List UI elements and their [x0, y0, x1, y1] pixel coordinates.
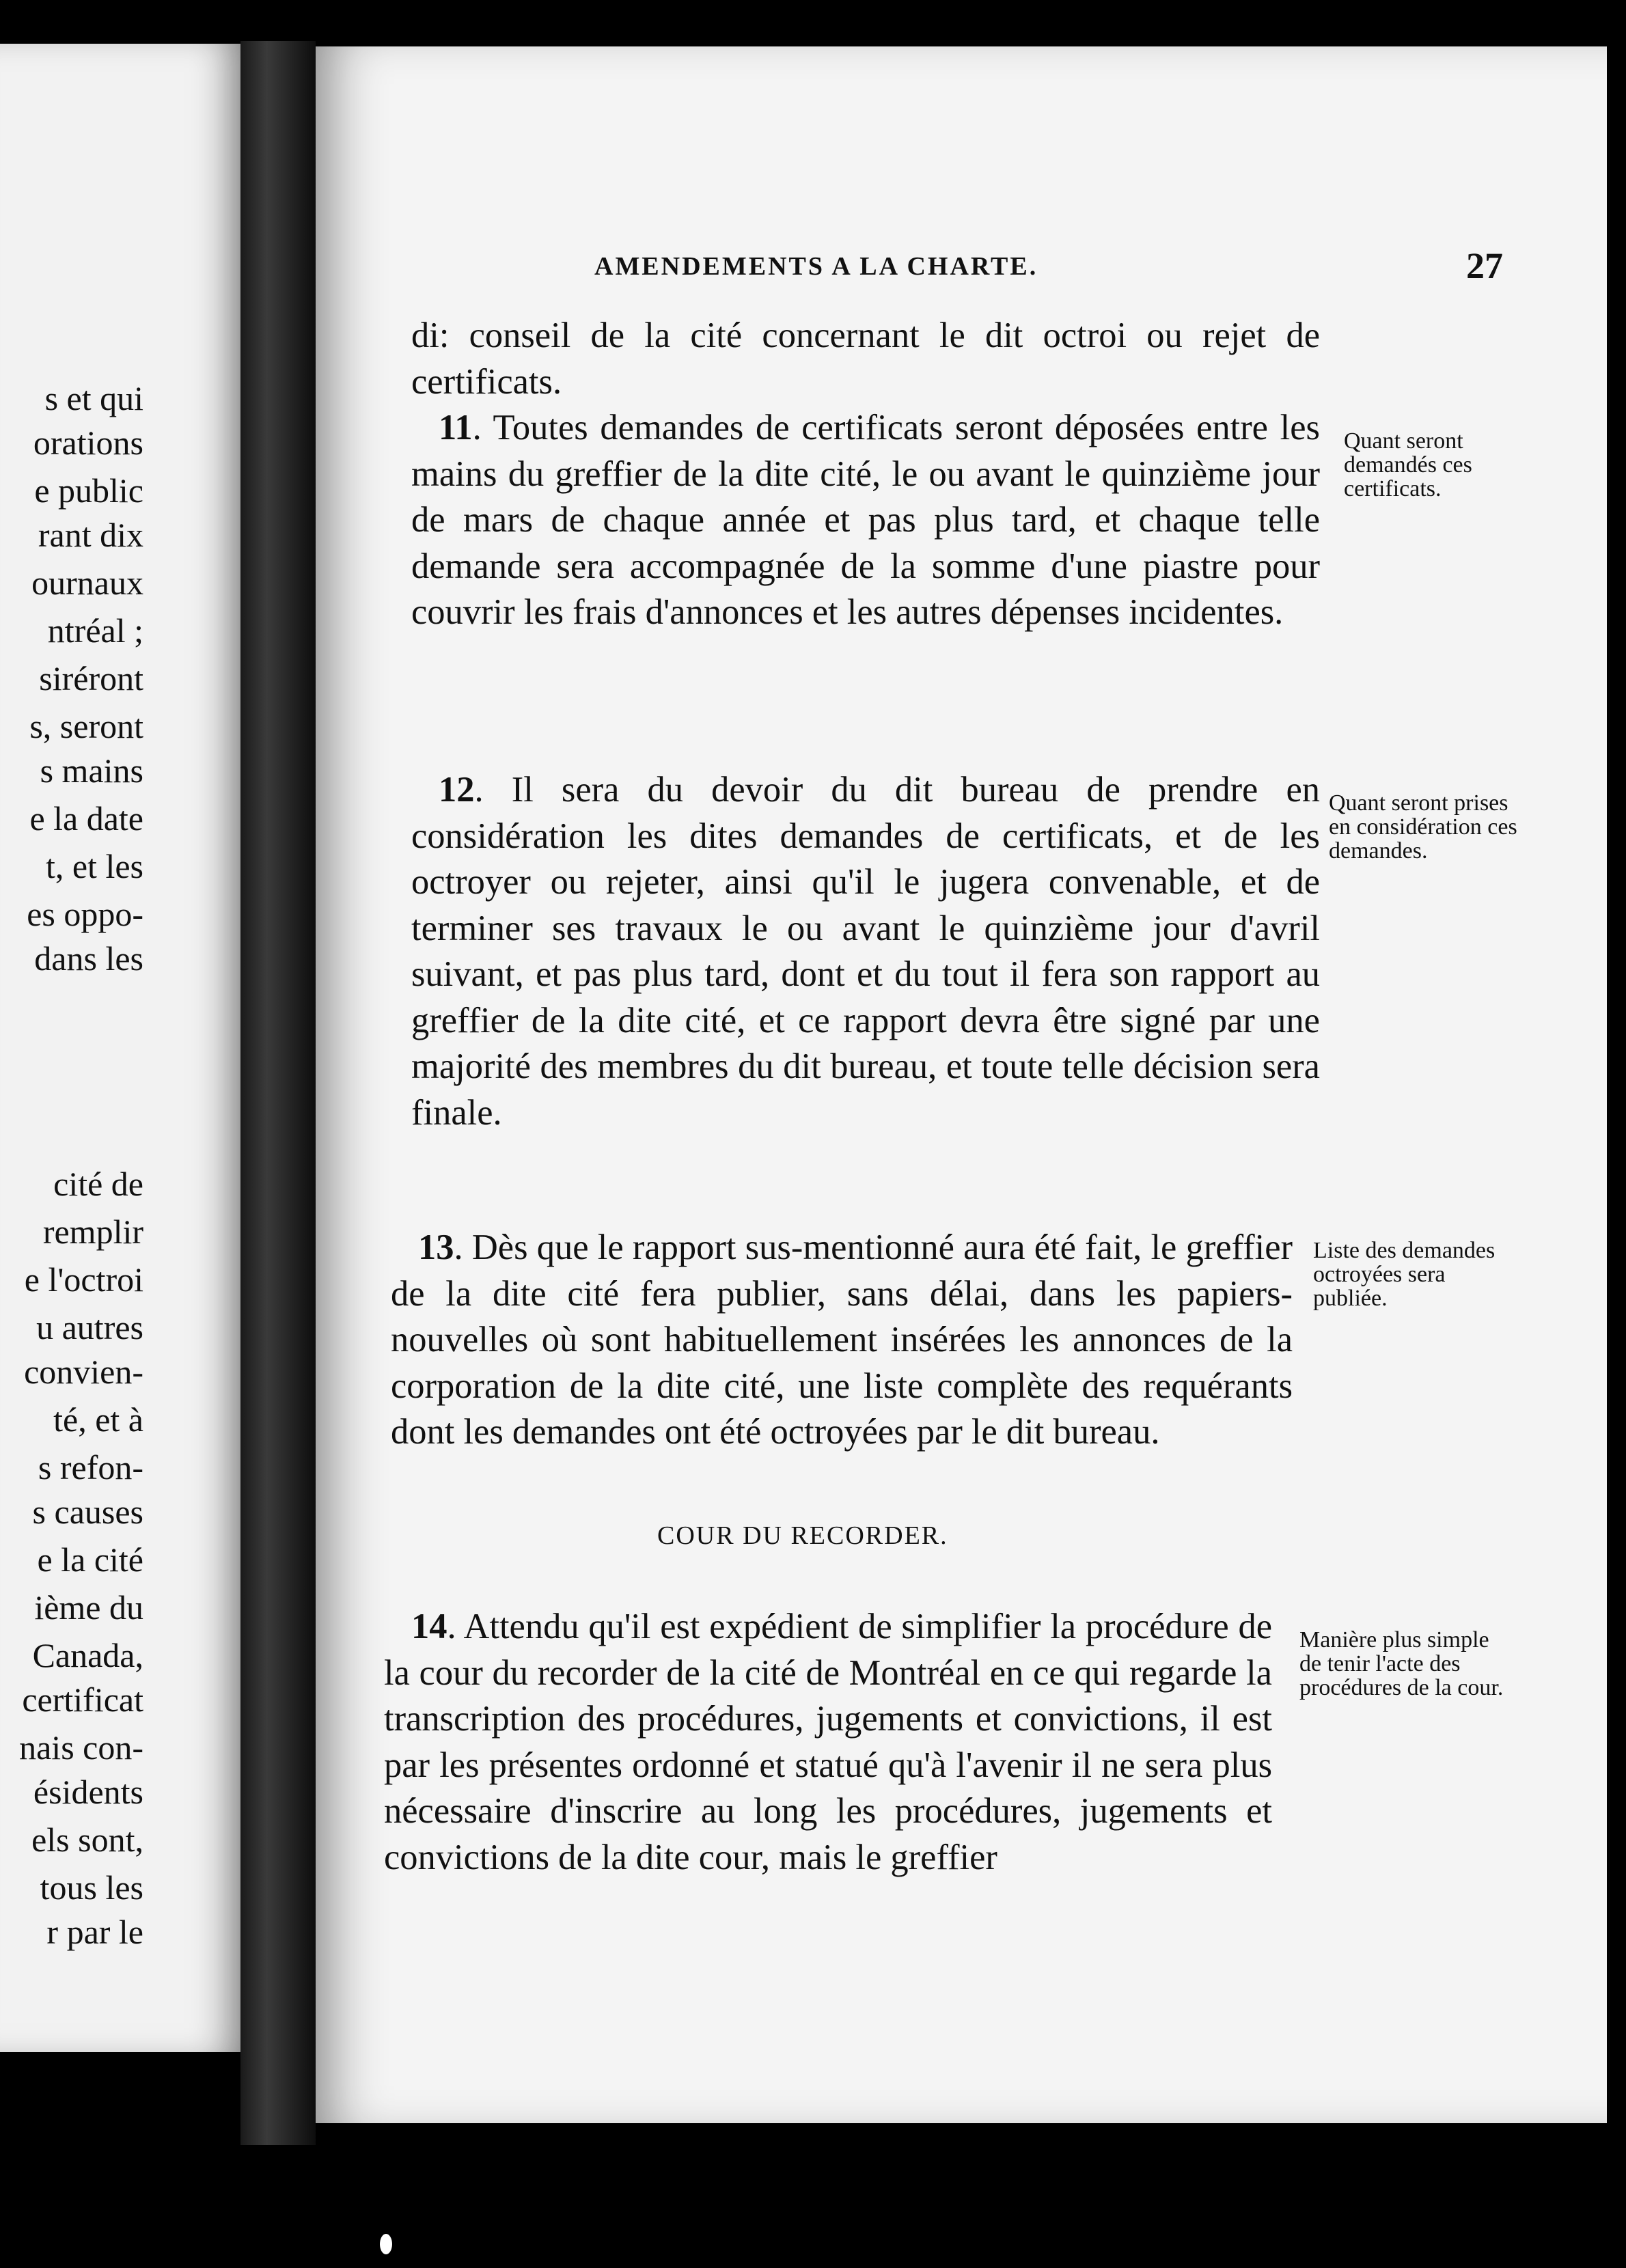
section-14: 14. Attendu qu'il est expédient de simplifier la procédure de la cour du recorder de la cité de Montréal en ce qui regarde la transcription des procédures, jugements et convictions, il est par les présentes ordonné et statué qu'à l'avenir il ne sera plus nécessaire d'inscrire au long les procédures, jugements et convictions de la dite cour, mais le greffier: [384, 1607, 1272, 1877]
left-page-line: s mains: [40, 751, 143, 790]
left-page-line: Canada,: [32, 1636, 143, 1674]
left-page-line: remplir: [42, 1213, 143, 1251]
book-gutter: [240, 41, 316, 2145]
left-page-line: té, et à: [53, 1400, 143, 1439]
left-page-line: e la date: [29, 799, 143, 838]
section-text: Attendu qu'il est expédient de simplifier la procédure de la cour du recorder de la cité de Montréal en ce qui regarde la transcription des procédures, jugements et convictions, il est par les présentes ordonné et statué qu'à l'avenir il ne sera plus nécessaire d'inscrire au long les procédures, jugements et convictions de la dite cour, mais le greffier: [384, 1607, 1272, 1877]
left-page-line: s refon-: [38, 1448, 143, 1486]
left-page-line: e l'octroi: [24, 1260, 143, 1299]
left-page-line: e public: [34, 471, 143, 510]
running-head: AMENDEMENTS A LA CHARTE.: [594, 252, 1038, 281]
section-11: 11. Toutes demandes de certificats seront déposées entre les mains du greffier de la dite cité, le ou avant le quinzième jour de mars de chaque année et pas plus tard, et chaque telle demande sera accompagnée de la somme d'une piastre pour couvrir les frais d'annonces et les autres dépenses incidentes.: [411, 408, 1320, 632]
left-page-line: orations: [33, 424, 143, 462]
scan-dust: [380, 2234, 392, 2254]
section-13: 13. Dès que le rapport sus-mentionné aura été fait, le greffier de la dite cité fera publier, sans délai, dans les papiers-nouvelles où sont habituellement insérées les annonces de la corporation de la dite cité, une liste complète des requérants dont les demandes ont été octroyées par le dit bureau.: [391, 1228, 1293, 1452]
section-number: 11: [439, 408, 473, 447]
section-12: 12. Il sera du devoir du dit bureau de prendre en considération les dites demandes de certificats, et de les octroyer ou rejeter, ainsi qu'il le jugera convenable, et de terminer ses travaux le ou avant le quinzième jour d'avril suivant, et pas plus tard, dont et du tout il fera son rapport au greffier de la dite cité, et ce rapport devra être signé par une majorité des membres du dit bureau, et toute telle décision sera finale.: [411, 770, 1320, 1133]
left-page-line: certificat: [22, 1681, 143, 1719]
section-number: 13: [418, 1228, 454, 1267]
section-number: 14: [411, 1607, 447, 1646]
left-page-line: ntréal ;: [47, 611, 143, 650]
section-text: Dès que le rapport sus-mentionné aura été fait, le greffier de la dite cité fera publier, sans délai, dans les papiers-nouvelles où sont habituellement insérées les annonces de la corporation de la dite cité, une liste complète des requérants dont les demandes ont été octroyées par le dit bureau.: [391, 1228, 1293, 1452]
left-page-line: rant dix: [38, 516, 143, 554]
left-page-line: u autres: [36, 1308, 143, 1346]
left-page-line: siréront: [39, 659, 143, 697]
section-heading: COUR DU RECORDER.: [657, 1521, 948, 1550]
page-number: 27: [1466, 245, 1503, 286]
left-page-line: s, seront: [29, 707, 143, 745]
left-page-line: s causes: [32, 1493, 143, 1531]
left-page-line: ournaux: [31, 564, 143, 602]
left-page-line: tous les: [40, 1868, 143, 1907]
left-page-line: ésidents: [33, 1773, 143, 1811]
section-text: Il sera du devoir du dit bureau de prendre en considération les dites demandes de certificats, et de les octroyer ou rejeter, ainsi qu'il le jugera convenable, et de terminer ses travaux le ou avant le quinzième jour d'avril suivant, et pas plus tard, dont et du tout il fera son rapport au greffier de la dite cité, et ce rapport devra être signé par une majorité des membres du dit bureau, et toute telle décision sera finale.: [411, 770, 1320, 1133]
left-page-line: dans les: [34, 939, 143, 978]
margin-note-11: Quant seront demandés ces certificats.: [1344, 428, 1472, 501]
left-page-line: ième du: [34, 1588, 143, 1627]
left-page-line: nais con-: [19, 1728, 143, 1767]
left-page-line: cité de: [53, 1165, 143, 1203]
left-page-line: s et qui: [44, 379, 143, 417]
left-page-line: es oppo-: [27, 895, 143, 933]
margin-note-12: Quant seront prises en considération ces demandes.: [1329, 790, 1517, 863]
section-text: Toutes demandes de certificats seront déposées entre les mains du greffier de la dite cité, le ou avant le quinzième jour de mars de chaque année et pas plus tard, et chaque telle demande sera accompagnée de la somme d'une piastre pour couvrir les frais d'annonces et les autres dépenses incidentes.: [411, 408, 1320, 632]
left-page-line: e la cité: [37, 1540, 143, 1579]
left-page-line: els sont,: [31, 1821, 143, 1859]
left-page-line: t, et les: [45, 847, 143, 885]
left-page-line: convien-: [24, 1353, 143, 1391]
margin-note-14: Manière plus simple de tenir l'acte des procédures de la cour.: [1299, 1627, 1504, 1700]
section-number: 12: [439, 770, 475, 810]
left-page-line: r par le: [46, 1913, 143, 1951]
continuation-text: di: conseil de la cité concernant le dit octroi ou rejet de certificats.: [411, 316, 1320, 402]
continuation-paragraph: [411, 313, 1320, 405]
margin-note-13: Liste des demandes octroyées sera publiée.: [1313, 1238, 1496, 1311]
right-page: [316, 46, 1607, 2123]
left-page: [0, 44, 240, 2052]
